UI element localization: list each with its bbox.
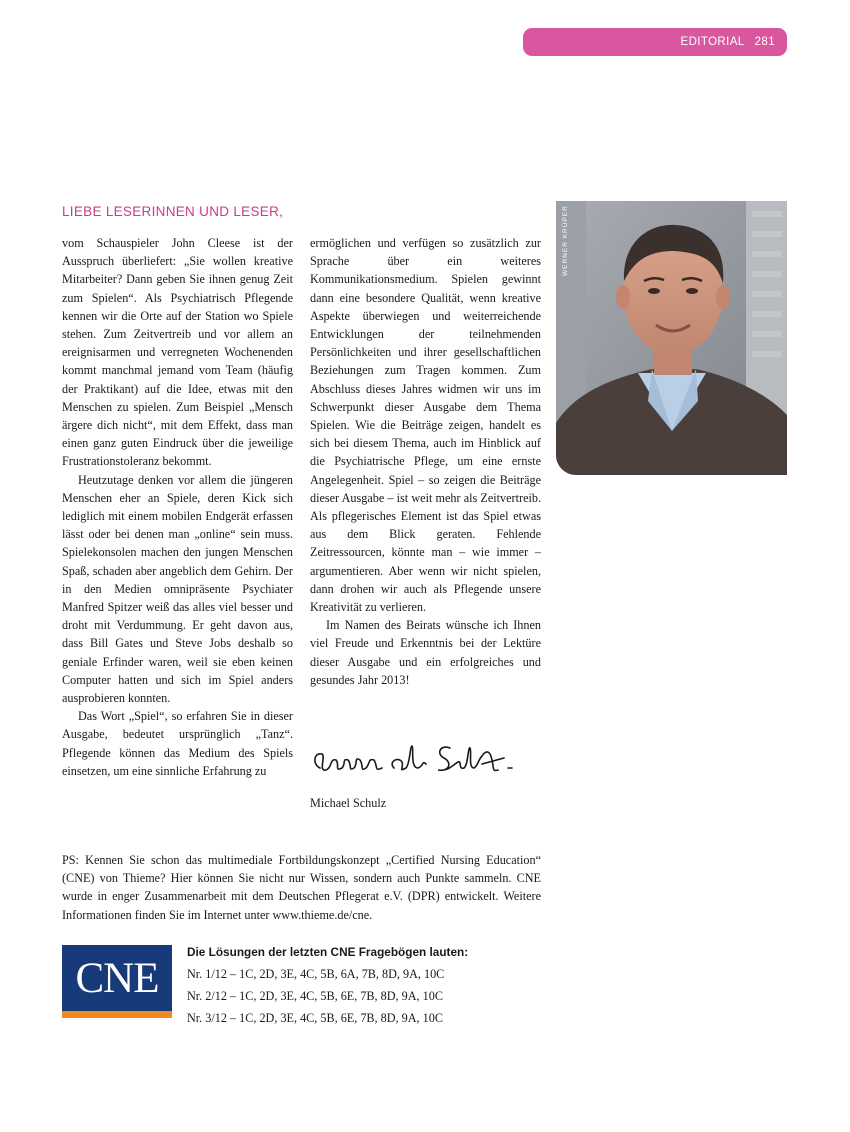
text-column-right [310,234,541,689]
paragraph: Heutzutage denken vor allem die jüngeren Menschen eher an Spiele, deren Kick sich lediglich mit einem mobilen Endgerät erfassen lässt oder bei denen man „online“ sein muss. Spielekonsolen machen den jungen Menschen Spaß, schaden aber angeblich dem Gehirn. Der in den Medien omnipräsente Psychiater Manfred Spitzer weiß das alles viel besser und droht mit Verdummung. Er geht davon aus, dass Bill Gates und Steve Jobs deshalb so geniale Erfinder waren, weil sie eben keinen Computer hatten und sich im Spiel anders ausprobieren konnten. [62,472,293,706]
cne-solutions-title: Die Lösungen der letzten CNE Fragebögen lauten: [187,945,469,959]
cne-solution-line: Nr. 1/12 – 1C, 2D, 3E, 4C, 5B, 6A, 7B, 8D, 9A, 10C [187,967,445,981]
photo-credit [560,206,572,286]
text-column-left [62,234,293,780]
postscript: PS: Kennen Sie schon das multimediale Fortbildungskonzept „Certified Nursing Education“ (CNE) von Thieme? Hier können Sie nicht nur Wissen, sondern auch Punkte sammeln. CNE wurde in enger Zusammenarbeit mit dem Deutschen Pflegerat e.V. (DPR) entwickelt. Weitere Informationen finden Sie im Internet unter www.thieme.de/cne. [62,853,541,922]
portrait-photo [556,201,787,475]
paragraph: Im Namen des Beirats wünsche ich Ihnen viel Freude und Erkenntnis bei der Lektüre dieser Ausgabe und ein erfolgreiches und gesundes Jahr 2013! [310,618,541,687]
photo-credit-text: WERNER KRÜPER [562,205,569,276]
cne-logo [62,945,172,1018]
cne-solution-line: Nr. 3/12 – 1C, 2D, 3E, 4C, 5B, 6E, 7B, 8D, 9A, 10C [187,1011,443,1025]
portrait-illustration [556,201,787,475]
page-number: 281 [754,36,775,48]
cne-solutions [187,941,468,1029]
section-header [523,28,787,56]
cne-logo-accent-bar [62,1011,172,1018]
paragraph: Das Wort „Spiel“, so erfahren Sie in dieser Ausgabe, bedeutet ursprünglich „Tanz“. Pflegende können das Medium des Spiels einsetzen, um eine sinnliche Erfahrung zu [62,709,293,778]
cne-logo-text: CNE [62,945,172,1011]
paragraph: ermöglichen und verfügen so zusätzlich zur Sprache über ein weiteres Kommunikationsmedium. Spielen gewinnt dann eine besondere Qualität, wenn kreative Aspekte überwiegen und weiterreichende Entwicklungen der teilnehmenden Persönlichkeiten und ihrer gesellschaftlichen Beziehungen zum Tragen kommen. Zum Abschluss dieses Jahres widmen wir uns im Schwerpunkt dieser Ausgabe dem Thema Spielen. Wie die Beiträge zeigen, handelt es sich bei diesem Thema, auch im Hinblick auf die Psychiatrische Pflege, um eine ernste Angelegenheit. Spiel – so zeigen die Beiträge dieser Ausgabe – ist weit mehr als Zeitvertreib. Als pflegerisches Element ist das Spiel etwas aus dem Blick geraten. Fehlende Zeitressourcen, könnte man – wie immer – argumentieren. Aber wenn wir nicht spielen, dann drohen wir auch als Pflegende unsere Kreativität zu verlieren. [310,236,541,615]
author-name: Michael Schulz [310,796,387,810]
cne-solution-line: Nr. 2/12 – 1C, 2D, 3E, 4C, 5B, 6E, 7B, 8D, 9A, 10C [187,989,443,1003]
handwritten-signature [308,738,544,784]
article-headline: LIEBE LESERINNEN UND LESER, [62,204,284,219]
section-label: EDITORIAL [680,36,745,48]
paragraph: vom Schauspieler John Cleese ist der Ausspruch überliefert: „Sie wollen kreative Mitarbeiter? Dann geben Sie ihnen genug Zeit zum Spielen“. Als Psychiatrisch Pflegende kennen wir die Orte auf der Station wo Spiele stehen. Zum Zeitvertreib und vor allem an ereignisarmen und verregneten Wochenenden kommt manchmal jemand vom Team (häufig der Praktikant) auf die Idee, etwas mit den Menschen zu spielen. Zum Beispiel „Mensch ärgere dich nicht“, mit dem Effekt, dass man einen ganz guten Eindruck über die jeweilige Frustrationstoleranz bekommt. [62,236,293,469]
